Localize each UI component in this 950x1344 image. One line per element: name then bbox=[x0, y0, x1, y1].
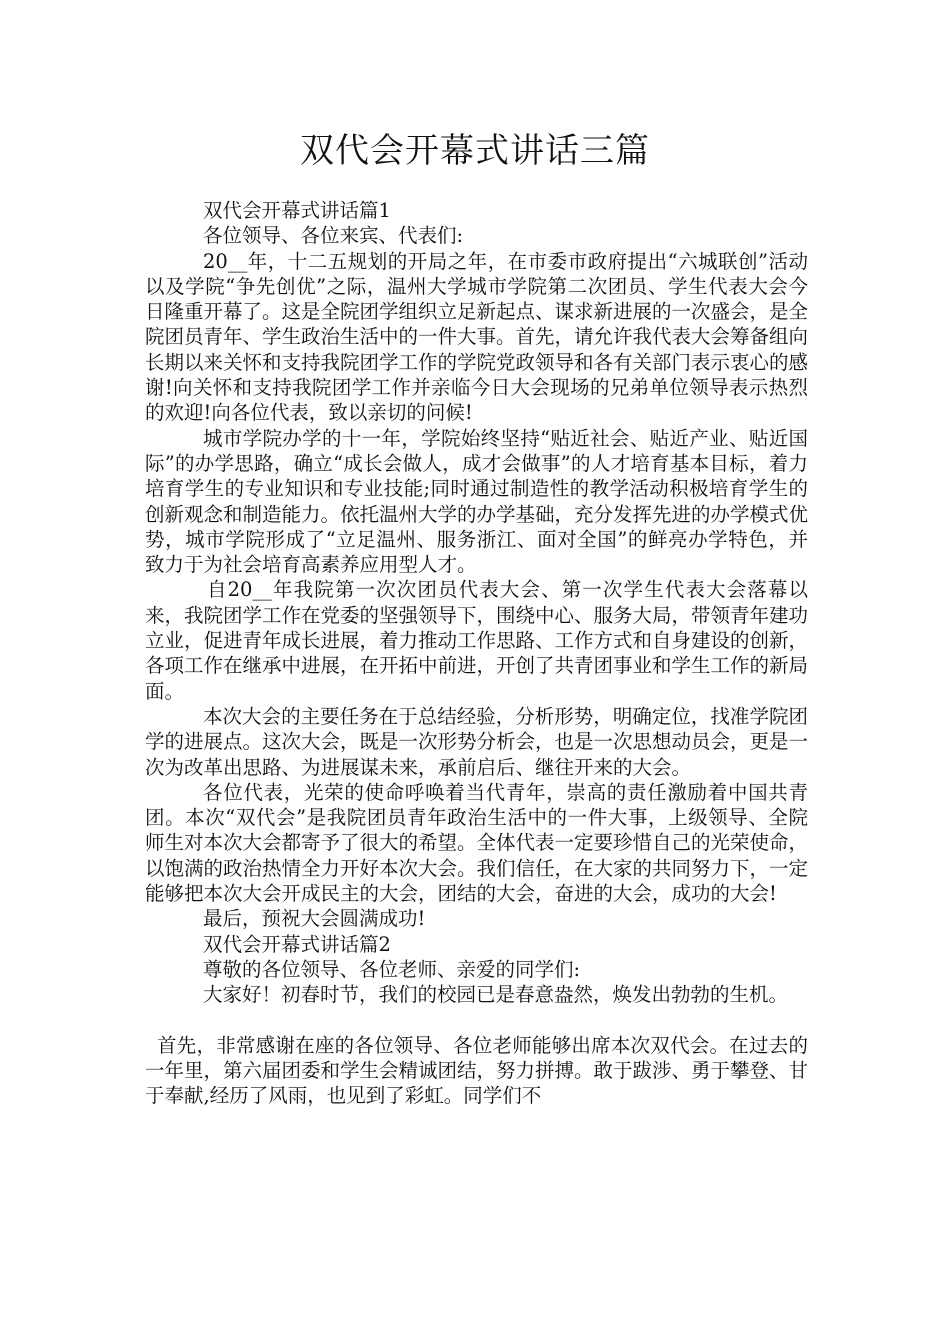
salutation-2: 尊敬的各位领导、各位老师、亲爱的同学们: bbox=[203, 957, 581, 981]
document-title: 双代会开幕式讲话三篇 bbox=[300, 131, 650, 171]
paragraph-achievements: 自20__年我院第一次次团员代表大会、第一次学生代表大会落幕以来，我院团学工作在党委的坚强领导下，围绕中心、服务大局，带领青年建功立业，促进青年成长进展，着力推动工作思路、工作方式和自身建设的创新，各项工作在继承中进展，在开拓中前进，开创了共青团事业和学生工作的新局面。 bbox=[145, 578, 809, 703]
paragraph-greeting: 大家好！初春时节，我们的校园已是春意盎然，焕发出勃勃的生机。 bbox=[203, 983, 789, 1007]
paragraph-college-history: 城市学院办学的十一年，学院始终坚持“贴近社会、贴近产业、贴近国际”的办学思路，确立“成长会做人，成才会做事”的人才培育基本目标，着力培育学生的专业知识和专业技能;同时通过制造性的教学活动积极培育学生的创新观念和制造能力。依托温州大学的办学基础，充分发挥先进的办学模式优势，城市学院形成了“立足温州、服务浙江、面对全国”的鲜亮办学特色，并致力于为社会培育高素养应用型人才。 bbox=[145, 426, 809, 577]
paragraph-mission: 各位代表，光荣的使命呼唤着当代青年，崇高的责任激励着中国共青团。本次“双代会”是我院团员青年政治生活中的一件大事，上级领导、全院师生对本次大会都寄予了很大的希望。全体代表一定要珍惜自己的光荣使命，以饱满的政治热情全力开好本次大会。我们信任，在大家的共同努力下，一定能够把本次大会开成民主的大会，团结的大会，奋进的大会，成功的大会! bbox=[145, 780, 809, 906]
salutation-1: 各位领导、各位来宾、代表们: bbox=[203, 224, 464, 248]
section-heading-2: 双代会开幕式讲话篇2 bbox=[203, 932, 391, 956]
paragraph-closing-1: 最后，预祝大会圆满成功! bbox=[203, 907, 426, 931]
paragraph-thanks: 首先，非常感谢在座的各位领导、各位老师能够出席本次双代会。在过去的一年里，第六届团委和学生会精诚团结，努力拼搏。敢于跋涉、勇于攀登、甘于奉献,经历了风雨，也见到了彩虹。同学们不 bbox=[145, 1033, 809, 1108]
paragraph-opening: 20__年，十二五规划的开局之年，在市委市政府提出“六城联创”活动以及学院“争先创优”之际，温州大学城市学院第二次团员、学生代表大会今日隆重开幕了。这是全院团学组织立足新起点、谋求新进展的一次盛会，是全院团员青年、学生政治生活中的一件大事。首先，请允许我代表大会筹备组向长期以来关怀和支持我院团学工作的学院党政领导和各有关部门表示衷心的感谢!向关怀和支持我院团学工作并亲临今日大会现场的兄弟单位领导表示热烈的欢迎!向各位代表，致以亲切的问候! bbox=[145, 249, 809, 425]
paragraph-main-task: 本次大会的主要任务在于总结经验，分析形势，明确定位，找准学院团学的进展点。这次大会，既是一次形势分析会，也是一次思想动员会，更是一次为改革出思路、为进展谋未来，承前启后、继往开来的大会。 bbox=[145, 704, 809, 779]
section-heading-1: 双代会开幕式讲话篇1 bbox=[203, 199, 391, 222]
document-body bbox=[145, 198, 808, 1109]
blank-line bbox=[145, 1008, 808, 1033]
